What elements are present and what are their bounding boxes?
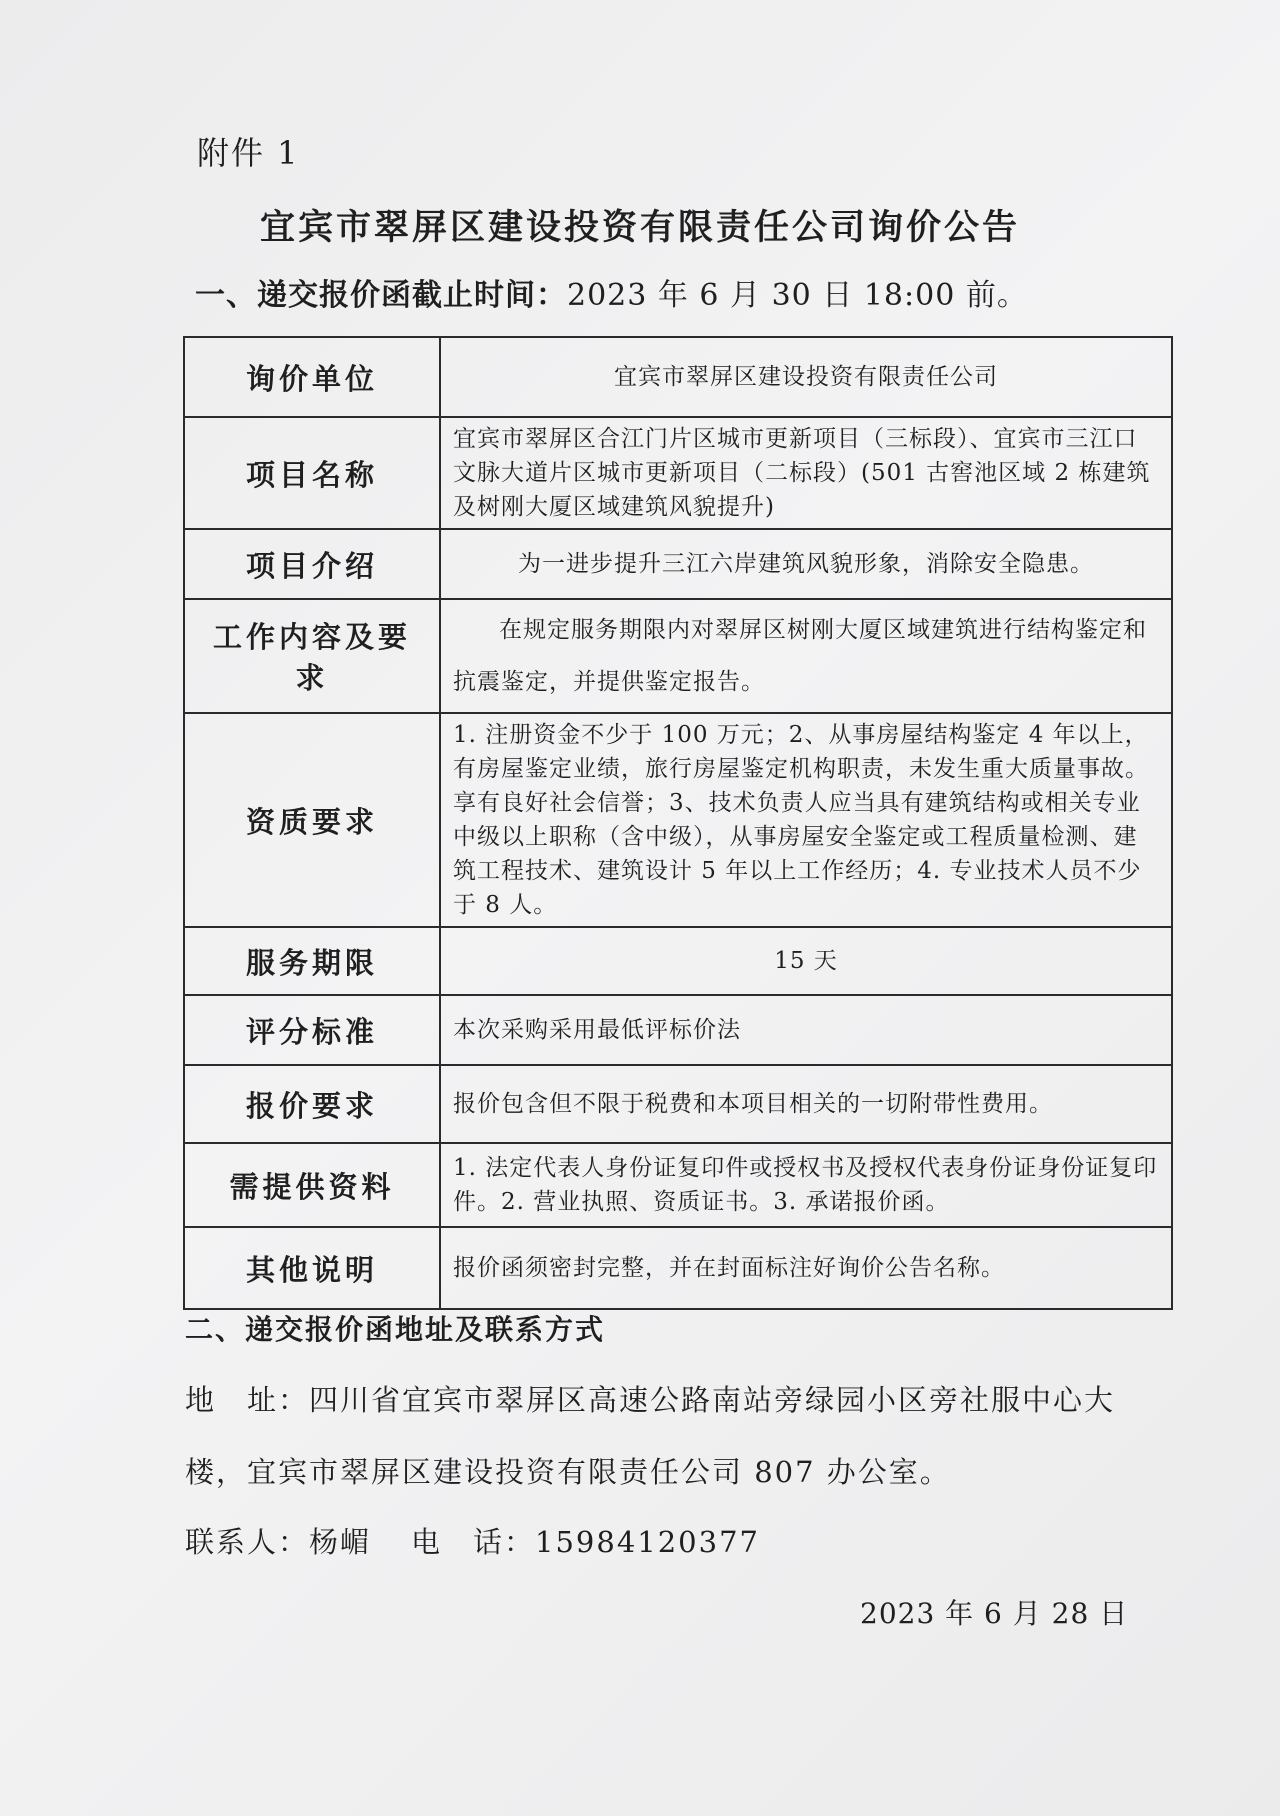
row-key-work-content: 工作内容及要求 [184,599,440,713]
row-value-project-intro: 为一进步提升三江六岸建筑风貌形象，消除安全隐患。 [440,529,1172,599]
row-key-quote-req: 报价要求 [184,1065,440,1143]
section2-heading: 二、递交报价函地址及联系方式 [185,1313,606,1346]
inquiry-table [183,336,1173,1310]
table-row [184,927,1172,995]
table-row [184,1065,1172,1143]
row-value-scoring: 本次采购采用最低评标价法 [440,995,1172,1065]
row-key-project-name: 项目名称 [184,417,440,529]
deadline-value: 2023 年 6 月 30 日 18:00 前。 [567,278,1028,313]
contact-person: 联系人：杨嵋 [185,1525,372,1559]
deadline-label: 一、递交报价函截止时间： [195,278,567,313]
row-key-project-intro: 项目介绍 [184,529,440,599]
document-title: 宜宾市翠屏区建设投资有限责任公司询价公告 [259,207,1020,248]
row-key-documents: 需提供资料 [184,1143,440,1227]
row-value-project-name: 宜宾市翠屏区合江门片区城市更新项目（三标段）、宜宾市三江口文脉大道片区城市更新项目（二标段）(501 古窖池区域 2 栋建筑及树刚大厦区域建筑风貌提升) [440,417,1172,529]
table-row [184,417,1172,529]
row-value-other: 报价函须密封完整，并在封面标注好询价公告名称。 [440,1227,1172,1309]
table-row [184,995,1172,1065]
address-line-2: 楼，宜宾市翠屏区建设投资有限责任公司 807 办公室。 [185,1455,951,1489]
row-key-inquiry-unit: 询价单位 [184,337,440,417]
table-row [184,1227,1172,1309]
row-key-service-period: 服务期限 [184,927,440,995]
table-row [184,599,1172,713]
table-row [184,337,1172,417]
row-value-qualification: 1. 注册资金不少于 100 万元；2、从事房屋结构鉴定 4 年以上，有房屋鉴定业绩，旅行房屋鉴定机构职责，未发生重大质量事故。享有良好社会信誉；3、技术负责人应当具有建筑结构或相关专业中级以上职称（含中级），从事房屋安全鉴定或工程质量检测、建筑工程技术、建筑设计 5 年以上工作经历；4. 专业技术人员不少于 8 人。 [440,713,1172,927]
table-row [184,529,1172,599]
row-value-service-period: 15 天 [440,927,1172,995]
row-value-quote-req: 报价包含但不限于税费和本项目相关的一切附带性费用。 [440,1065,1172,1143]
row-key-other: 其他说明 [184,1227,440,1309]
contact-line [185,1520,760,1561]
issue-date: 2023 年 6 月 28 日 [860,1597,1129,1630]
table-row [184,713,1172,927]
attachment-label: 附件 1 [197,134,300,172]
row-key-qualification: 资质要求 [184,713,440,927]
deadline-line [195,270,1028,314]
row-value-inquiry-unit: 宜宾市翠屏区建设投资有限责任公司 [440,337,1172,417]
contact-phone: 电 话：15984120377 [411,1525,760,1559]
table-row [184,1143,1172,1227]
row-value-work-content: 在规定服务期限内对翠屏区树刚大厦区域建筑进行结构鉴定和抗震鉴定，并提供鉴定报告。 [440,599,1172,713]
address-line-1: 地 址：四川省宜宾市翠屏区高速公路南站旁绿园小区旁社服中心大 [185,1383,1116,1417]
row-key-scoring: 评分标准 [184,995,440,1065]
row-value-documents: 1. 法定代表人身份证复印件或授权书及授权代表身份证身份证复印件。2. 营业执照、资质证书。3. 承诺报价函。 [440,1143,1172,1227]
